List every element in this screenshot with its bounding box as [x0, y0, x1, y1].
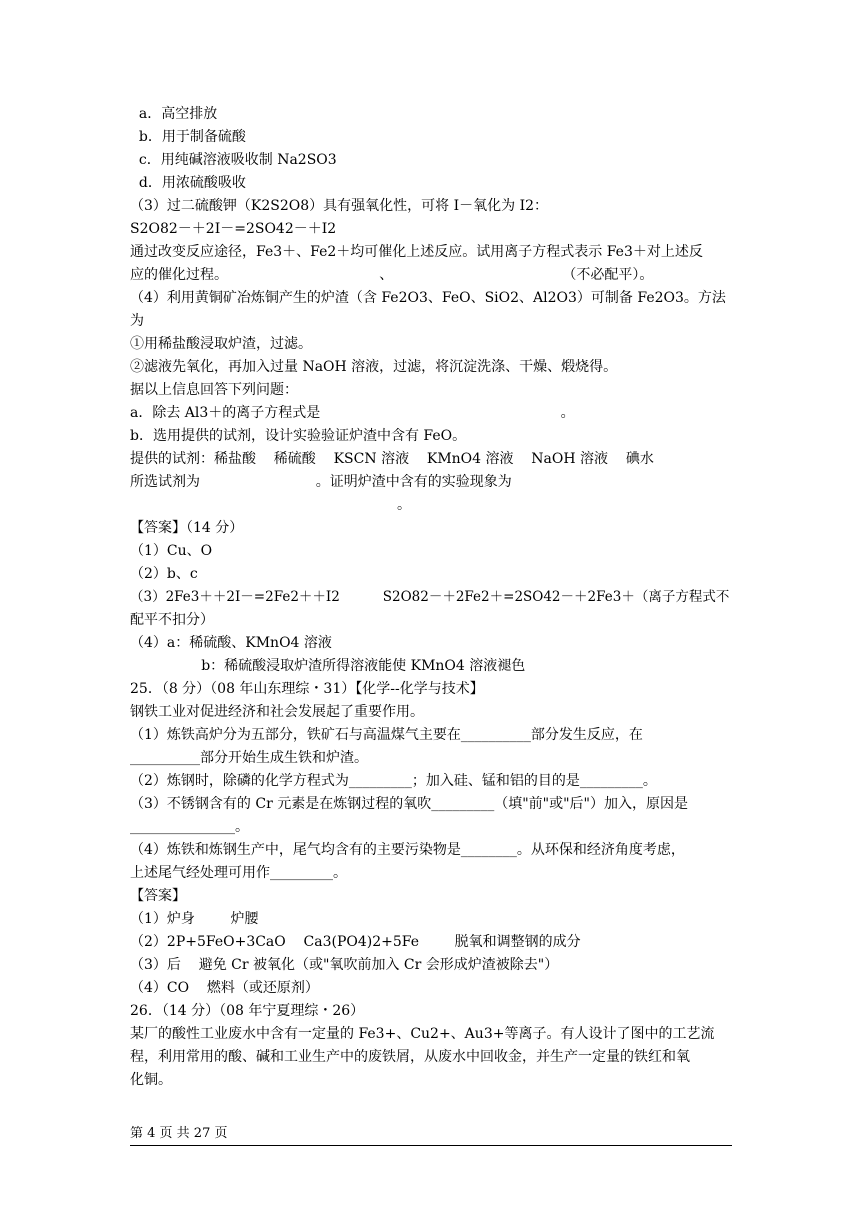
text-line: b．选用提供的试剂，设计实验验证炉渣中含有 FeO。 [130, 428, 467, 444]
text-line: 某厂的酸性工业废水中含有一定量的 Fe3+、Cu2+、Au3+等离子。有人设计了图中的工艺流 [130, 1026, 715, 1042]
text-line: 【答案】（14 分） [130, 520, 244, 536]
text-line: 上述尾气经处理可用作_________。 [130, 865, 347, 881]
text-line: （3）过二硫酸钾（K2S2O8）具有强氧化性，可将 I－氧化为 I2： [130, 198, 549, 214]
text-line: （4）炼铁和炼钢生产中，尾气均含有的主要污染物是________。从环保和经济角度考虑， [130, 842, 685, 858]
text-line: 。 [130, 497, 412, 513]
text-line: a．除去 Al3＋的离子方程式是 。 [130, 405, 575, 421]
text-line: _______________。 [130, 819, 249, 835]
text-line: b．用于制备硫酸 [130, 129, 246, 145]
text-line: （1）Cu、O [130, 543, 213, 559]
text-line: （2）b、c [130, 566, 198, 582]
text-line: c．用纯碱溶液吸收制 Na2SO3 [130, 152, 337, 168]
text-line: （2）炼钢时，除磷的化学方程式为_________；加入硅、锰和铝的目的是_________。 [130, 773, 657, 789]
text-line: （3）2Fe3＋＋2I－=2Fe2＋＋I2 S2O82－＋2Fe2＋=2SO42－＋2Fe3＋（离子方程式不 [130, 589, 730, 605]
text-line: 通过改变反应途径，Fe3＋、Fe2＋均可催化上述反应。试用离子方程式表示 Fe3＋对上述反 [130, 244, 703, 260]
text-line: 应的催化过程。 、 （不必配平）。 [130, 267, 654, 283]
text-line: b：稀硫酸浸取炉渣所得溶液能使 KMnO4 溶液褪色 [130, 658, 526, 674]
text-line: 化铜。 [130, 1072, 172, 1088]
text-line: 配平不扣分） [130, 612, 214, 628]
text-line: 26．（14 分）（08 年宁夏理综・26） [130, 1003, 365, 1019]
text-line: 所选试剂为 。证明炉渣中含有的实验现象为 [130, 474, 512, 490]
text-line: 提供的试剂：稀盐酸 稀硫酸 KSCN 溶液 KMnO4 溶液 NaOH 溶液 碘水 [130, 451, 654, 467]
text-line: 25．（8 分）（08 年山东理综・31）【化学--化学与技术】 [130, 681, 484, 697]
text-line: （4）利用黄铜矿冶炼铜产生的炉渣（含 Fe2O3、FeO、SiO2、Al2O3）可制备 Fe2O3。方法 [130, 290, 726, 306]
text-line: d．用浓硫酸吸收 [130, 175, 246, 191]
text-line: （3）不锈钢含有的 Cr 元素是在炼钢过程的氧吹_________（填"前"或"后"）加入，原因是 [130, 796, 688, 812]
text-line: a．高空排放 [130, 106, 218, 122]
text-line: （1）炉身 炉腰 [130, 911, 259, 927]
text-line: （4）a：稀硫酸、KMnO4 溶液 [130, 635, 332, 651]
text-line: 程，利用常用的酸、碱和工业生产中的废铁屑，从废水中回收金，并生产一定量的铁红和氧 [130, 1049, 690, 1065]
page-footer: 第 4 页 共 27 页 [130, 1126, 228, 1141]
text-line: （3）后 避免 Cr 被氧化（或"氧吹前加入 Cr 会形成炉渣被除去"） [130, 957, 559, 973]
text-line: 为 [130, 313, 144, 329]
text-line: ②滤液先氧化，再加入过量 NaOH 溶液，过滤，将沉淀洗涤、干燥、煅烧得。 [130, 359, 618, 375]
text-line: （2）2P+5FeO+3CaO Ca3(PO4)2+5Fe 脱氧和调整钢的成分 [130, 934, 581, 950]
text-line: __________部分开始生成生铁和炉渣。 [130, 750, 368, 766]
text-line: （1）炼铁高炉分为五部分，铁矿石与高温煤气主要在__________部分发生反应，在 [130, 727, 643, 743]
text-line: 【答案】 [130, 888, 186, 904]
text-line: ①用稀盐酸浸取炉渣，过滤。 [130, 336, 312, 352]
text-line: S2O82－＋2I－=2SO42－＋I2 [130, 221, 337, 237]
text-line: 钢铁工业对促进经济和社会发展起了重要作用。 [130, 704, 424, 720]
text-line: （4）CO 燃料（或还原剂） [130, 980, 319, 996]
footer-divider [130, 1145, 732, 1146]
text-line: 据以上信息回答下列问题： [130, 382, 298, 398]
